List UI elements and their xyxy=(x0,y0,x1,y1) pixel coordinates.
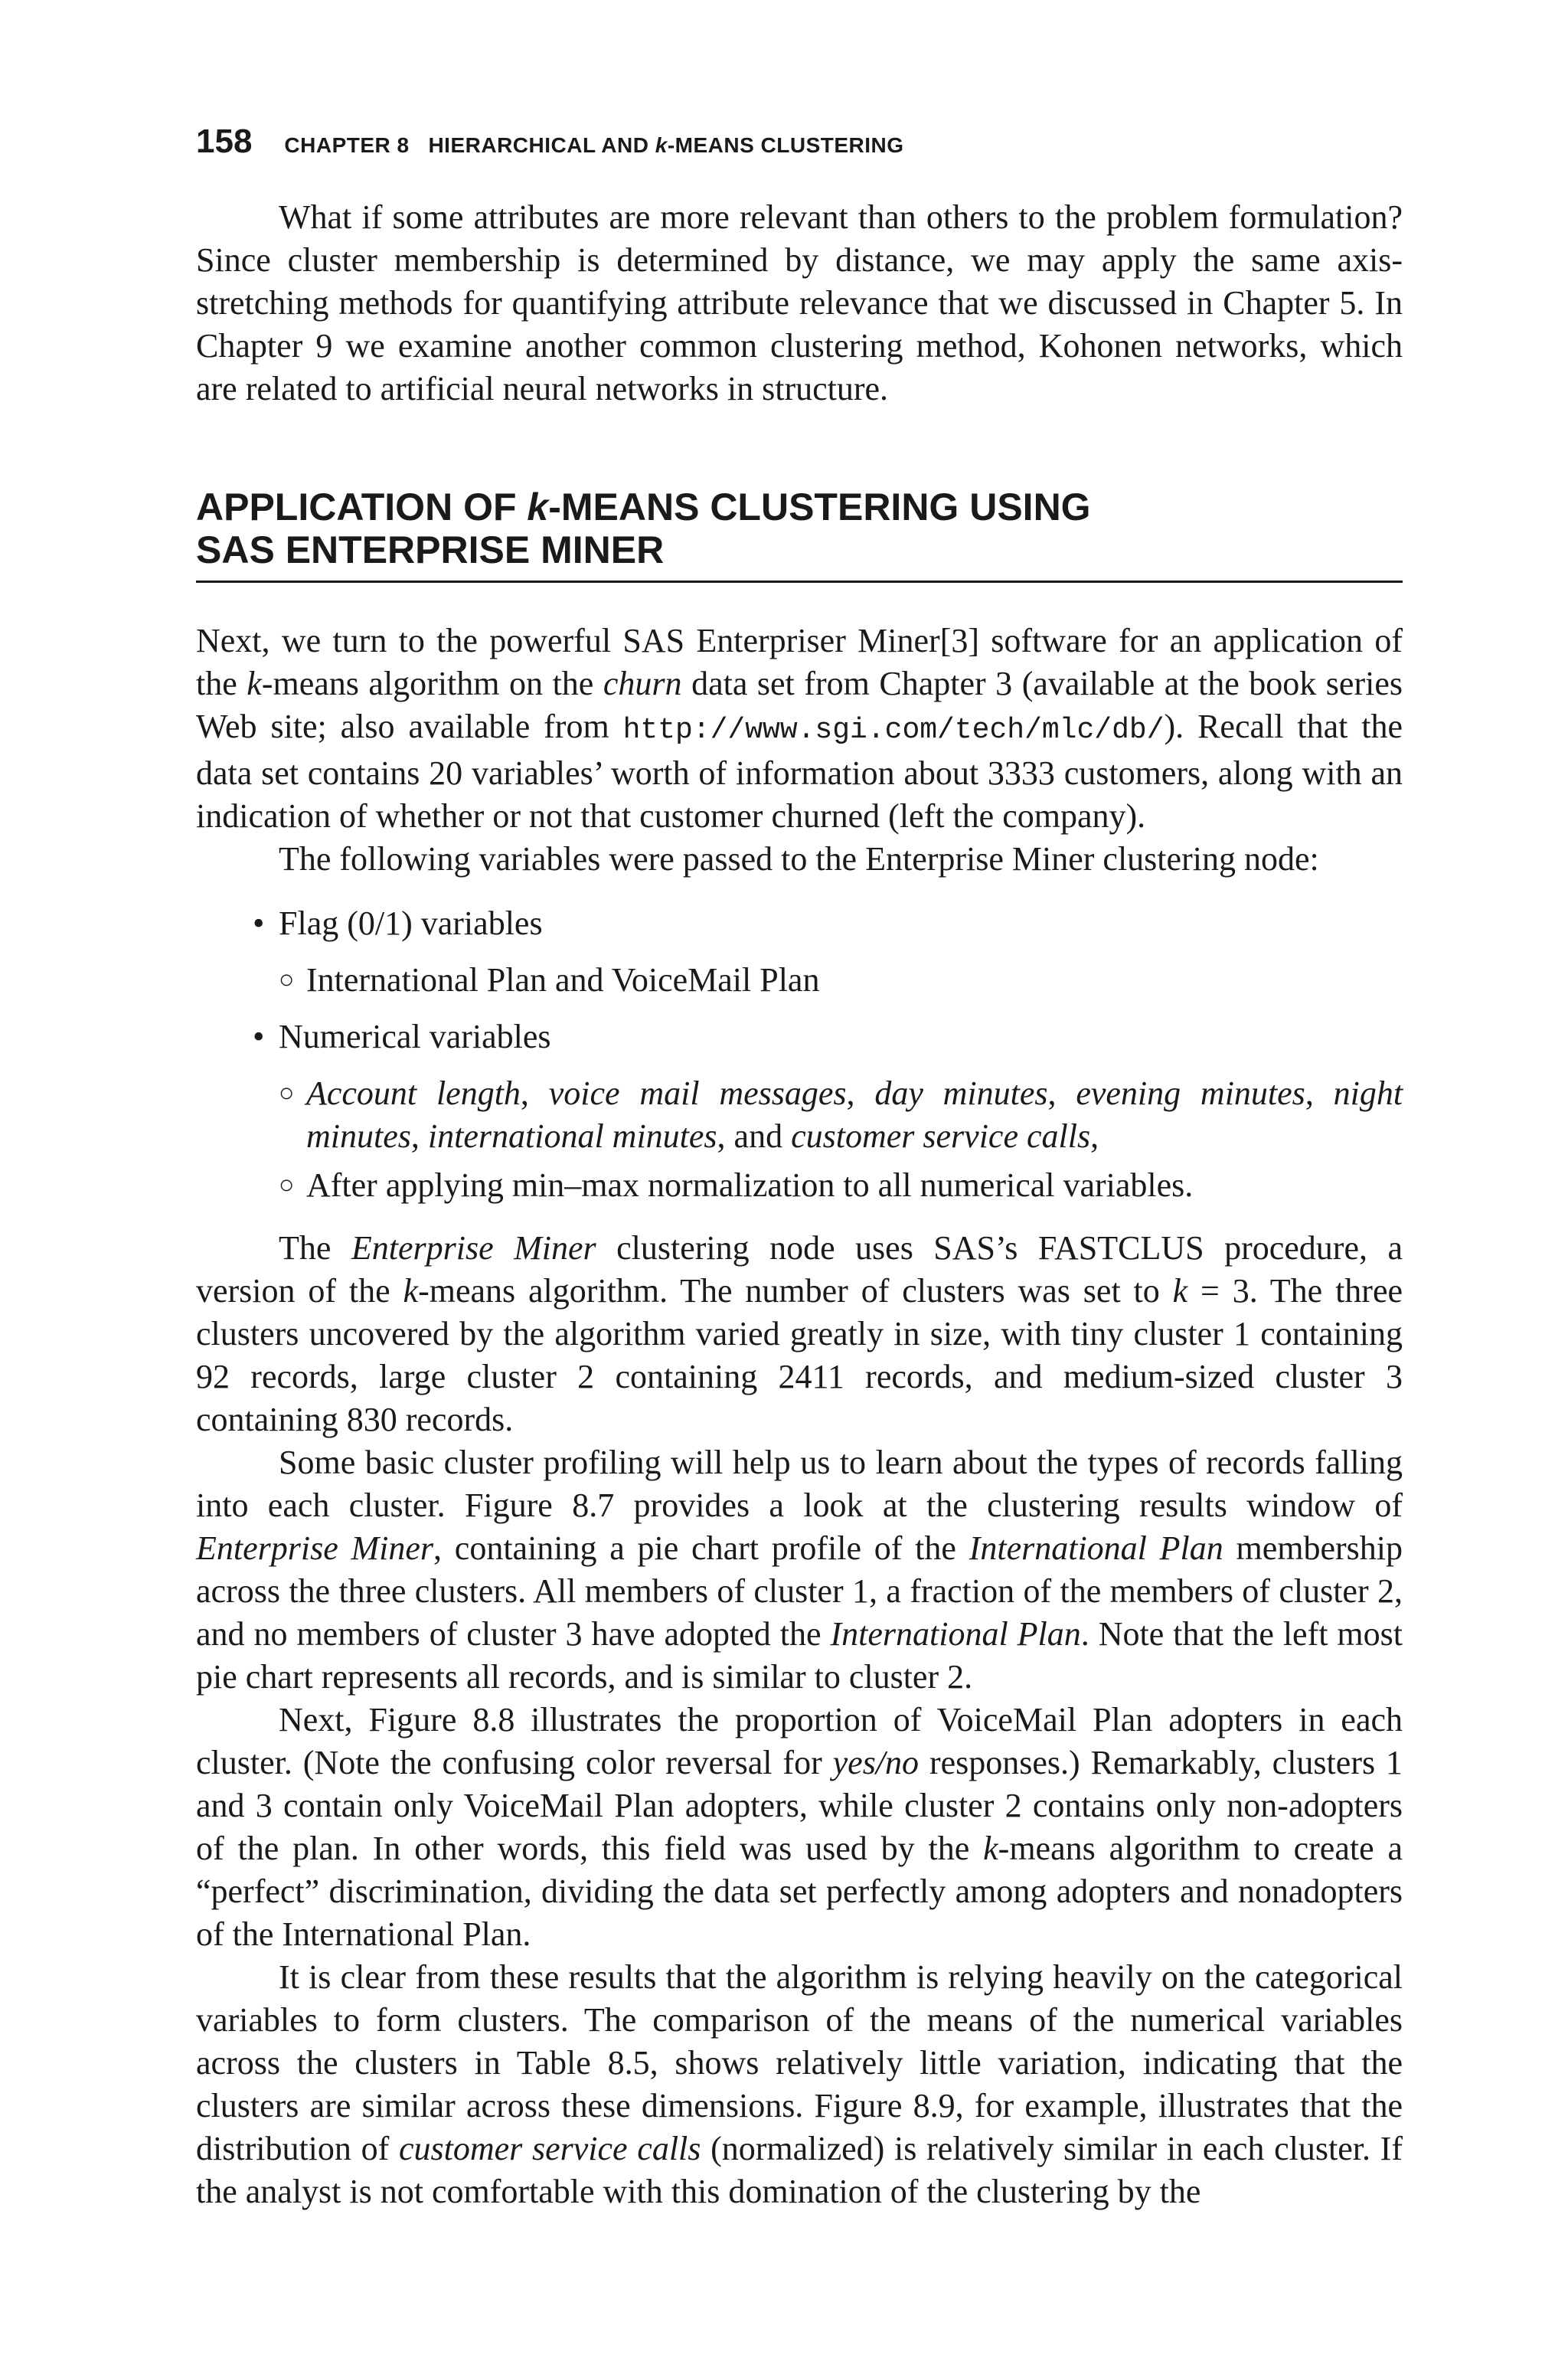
p2-churn: churn xyxy=(603,665,682,702)
list-item-label: Numerical variables xyxy=(279,1018,551,1055)
separator: , xyxy=(520,1074,549,1112)
list-item xyxy=(196,1016,1403,1207)
p5-text-b: , containing a pie chart profile of the xyxy=(433,1529,969,1567)
sub-bullet-glyph: ○ xyxy=(279,966,295,994)
sub-list-item-label: International Plan and VoiceMail Plan xyxy=(306,961,820,999)
p5-text-d: . Note that the left most pie chart represents all records, and is similar to cluster 2. xyxy=(196,1615,1403,1696)
var-voice-mail-messages: voice mail messages xyxy=(548,1074,847,1112)
page-number: 158 xyxy=(196,123,253,160)
sub-list-item-label: After applying min–max normalization to all numerical variables. xyxy=(306,1166,1194,1204)
p2-k: k xyxy=(247,665,262,702)
p2-text-b: -means algorithm on the xyxy=(261,665,603,702)
p4-enterprise-miner: Enterprise Miner xyxy=(351,1229,596,1267)
heading-part2: -MEANS CLUSTERING USING xyxy=(548,486,1091,528)
running-head xyxy=(196,123,1403,168)
heading-k: k xyxy=(527,486,549,528)
fastclus-paragraph xyxy=(196,1227,1403,1441)
profiling-paragraph xyxy=(196,1441,1403,1699)
separator: , xyxy=(1305,1074,1334,1112)
section-heading xyxy=(196,486,1403,583)
sub-bullet-glyph: ○ xyxy=(279,1079,295,1107)
var-international-minutes: international minutes xyxy=(427,1117,717,1155)
sub-list xyxy=(279,1072,1403,1207)
p5-enterprise-miner: Enterprise Miner xyxy=(196,1529,434,1567)
p6-text-c: -means algorithm to create a “perfect” discrimination, dividing the data set perfectly among adopters and nonadopters of the International Plan. xyxy=(196,1830,1403,1953)
heading-part1: APPLICATION OF xyxy=(196,486,528,528)
p7-text-b: (normalized) is relatively similar in each cluster. If the analyst is not comfortable with this domination of the clustering by the xyxy=(196,2130,1403,2210)
sub-list xyxy=(279,959,1403,1002)
var-day-minutes: day minutes xyxy=(874,1074,1048,1112)
running-title-k: k xyxy=(655,133,668,157)
sub-list-item xyxy=(279,1164,1403,1207)
p7-customer-service-calls: customer service calls xyxy=(398,2130,701,2167)
p5-international-plan: International Plan xyxy=(969,1529,1223,1567)
p4-k: k xyxy=(403,1272,419,1310)
p2-text-c: data set from Chapter 3 (available at the book series Web site; also available from xyxy=(196,665,1403,745)
separator: , xyxy=(410,1117,428,1155)
churn-data-paragraph xyxy=(196,620,1403,838)
bullet-glyph: • xyxy=(253,1018,265,1055)
p6-yes-no: yes/no xyxy=(832,1744,920,1781)
var-night-minutes: night minutes xyxy=(306,1074,1403,1155)
separator: , xyxy=(846,1074,875,1112)
dataset-url: http://www.sgi.com/tech/mlc/db/ xyxy=(622,714,1165,747)
variables-intro-paragraph: The following variables were passed to the Enterprise Miner clustering node: xyxy=(279,840,1319,878)
running-title-prefix: CHAPTER 8 HIERARCHICAL AND xyxy=(284,133,655,157)
p7-text-a: It is clear from these results that the algorithm is relying heavily on the categorical variables to form clusters. The comparison of the means of the numerical variables across the clusters in Table 8.5, shows relatively little variation, indicating that the clusters are similar across these dimensions. Figure 8.9, for example, illustrates that the distribution of xyxy=(196,1958,1403,2167)
p5-international-plan-2: International Plan xyxy=(830,1615,1081,1653)
heading-line2: SAS ENTERPRISE MINER xyxy=(196,528,665,571)
variables-list xyxy=(196,902,1403,1207)
list-item xyxy=(196,902,1403,1002)
p4-text-b: clustering node uses SAS’s FASTCLUS procedure, a version of the xyxy=(196,1229,1403,1310)
p5-text-a: Some basic cluster profiling will help us to learn about the types of records falling into each cluster. Figure 8.7 provides a look at the clustering results window of xyxy=(196,1444,1403,1524)
var-account-length: Account length xyxy=(306,1074,521,1112)
var-evening-minutes: evening minutes xyxy=(1076,1074,1305,1112)
p2-text-d: ). Recall that the data set contains 20 variables’ worth of information about 3333 customers, along with an indication of whether or not that customer churned (left the company). xyxy=(196,708,1403,835)
voicemail-paragraph xyxy=(196,1699,1403,1956)
chapter-running-title xyxy=(284,133,903,158)
separator: , xyxy=(1047,1074,1076,1112)
p4-k2: k xyxy=(1172,1272,1188,1310)
separator: , and xyxy=(717,1117,792,1155)
var-customer-service-calls: customer service calls xyxy=(791,1117,1091,1155)
list-item-label: Flag (0/1) variables xyxy=(279,904,543,942)
p4-text-a: The xyxy=(279,1229,351,1267)
p2-text-a: Next, we turn to the powerful SAS Enterpriser Miner[3] software for an application of the xyxy=(196,622,1403,702)
sub-list-item xyxy=(279,1072,1403,1158)
running-title-suffix: -MEANS CLUSTERING xyxy=(667,133,904,157)
p6-text-b: responses.) Remarkably, clusters 1 and 3 contain only VoiceMail Plan adopters, while cluster 2 contains only non-adopters of the plan. In other words, this field was used by the xyxy=(196,1744,1403,1867)
p4-text-c: -means algorithm. The number of clusters was set to xyxy=(418,1272,1173,1310)
intro-paragraph: What if some attributes are more relevant than others to the problem formulation? Since cluster membership is determined by distance, we may apply the same axis-stretching methods for quantifying attribute relevance that we discussed in Chapter 5. In Chapter 9 we examine another common clustering method, Kohonen networks, which are related to artificial neural networks in structure. xyxy=(196,198,1403,407)
book-page xyxy=(196,123,1403,2213)
sub-list-item xyxy=(279,959,1403,1002)
p4-text-d: = 3. The three clusters uncovered by the algorithm varied greatly in size, with tiny cluster 1 containing 92 records, large cluster 2 containing 2411 records, and medium-sized cluster 3 containing 830 records. xyxy=(196,1272,1403,1438)
separator: , xyxy=(1090,1117,1099,1155)
categorical-paragraph xyxy=(196,1956,1403,2213)
bullet-glyph: • xyxy=(253,904,265,942)
p5-text-c: membership across the three clusters. All members of cluster 1, a fraction of the members of cluster 2, and no members of cluster 3 have adopted the xyxy=(196,1529,1403,1653)
sub-bullet-glyph: ○ xyxy=(279,1171,295,1199)
p6-text-a: Next, Figure 8.8 illustrates the proportion of VoiceMail Plan adopters in each cluster. (Note the confusing color reversal for xyxy=(196,1701,1403,1781)
p6-k: k xyxy=(983,1830,998,1867)
